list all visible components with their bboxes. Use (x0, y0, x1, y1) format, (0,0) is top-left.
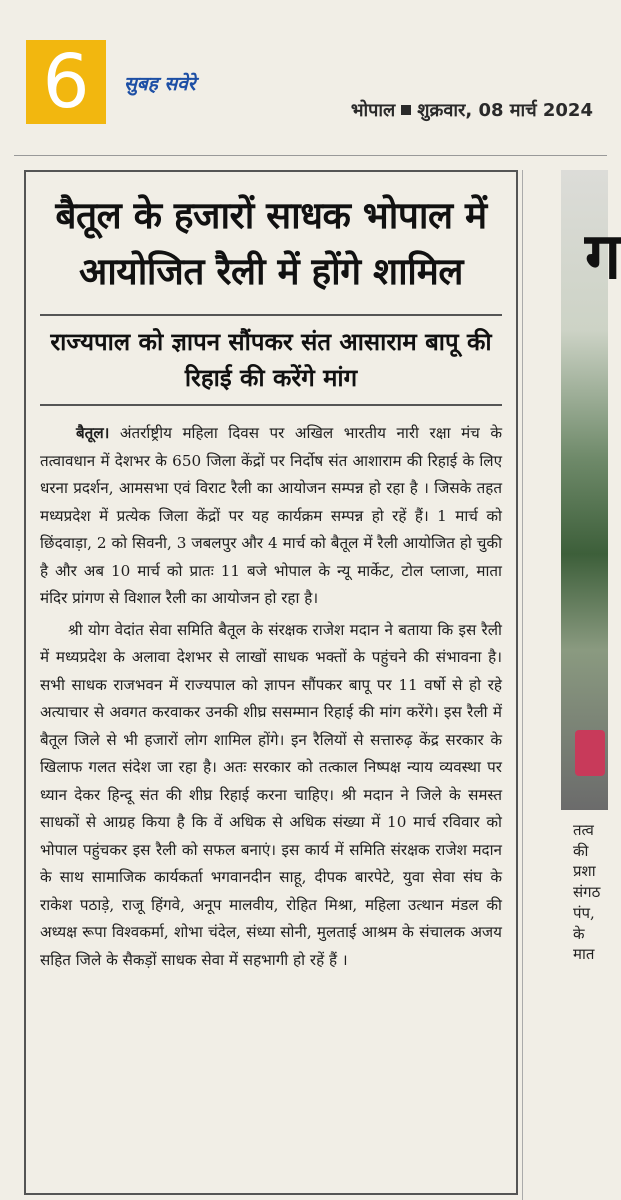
article-paragraph: श्री योग वेदांत सेवा समिति बैतूल के संरक्षक राजेश मदान ने बताया कि इस रैली में मध्यप्रदेश के अलावा देशभर से लाखों साधक भक्तों के पहुंचने की संभावना है। सभी साधक राजभवन में राज्यपाल को ज्ञापन सौंपकर बापू पर 11 वर्षो से हो रहे अत्याचार से अवगत करवाकर उनकी शीघ्र ससम्मान रिहाई की मांग करेंगे। इस रैली में बैतूल जिले से भी हजारों लोग शामिल होंगे। इन रैलियों से सत्तारुढ़ केंद्र सरकार के खिलाफ गलत संदेश जा रहा है। अतः सरकार को तत्काल निष्पक्ष न्याय व्यवस्था पर ध्यान देकर हिन्दू संत की शीघ्र रिहाई करना चाहिए। श्री मदान ने जिले के समस्त साधकों से आग्रह किया है कि वें अधिक से अधिक संख्या में 10 मार्च रविवार को भोपाल पहुंचकर इस रैली को सफल बनाएं। इस कार्य में समिति संरक्षक राजेश मदान के साथ सामाजिक कार्यकर्ता भगवानदीन साहू, दीपक बारपेटे, युवा सेवा संघ के राकेश पठाड़े, राजू हिंगवे, अनूप मालवीय, रोहित मिश्रा, महिला उत्थान मंडल की अध्यक्ष रूपा विश्वकर्मा, शोभा चंदेल, संध्या सोनी, मुलताई आश्रम के संचालक अजय सहित जिले के सैकड़ों साधक सेवा में सहभागी हो रहें हैं । (40, 620, 502, 969)
masthead-rule (14, 155, 607, 156)
adjacent-text-line: के (573, 924, 585, 943)
masthead (0, 0, 607, 150)
adjacent-text-line: तत्व (573, 821, 594, 839)
adjacent-text-line: मात (573, 945, 595, 964)
adjacent-text-line: पंप, (573, 903, 595, 922)
adjacent-text-line: संगठ (573, 883, 601, 902)
article-subhead: राज्यपाल को ज्ञापन सौंपकर संत आसाराम बापू की रिहाई की करेंगे मांग (40, 314, 502, 406)
article-box (24, 170, 518, 1195)
adjacent-article (522, 170, 621, 1200)
article-dateline: बैतूल। (76, 424, 110, 442)
photo-detail (575, 730, 605, 776)
article-paragraph (40, 420, 502, 613)
adjacent-headline: ग (585, 220, 621, 294)
city-name: भोपाल (350, 100, 396, 121)
article-body (40, 420, 502, 974)
issue-date: शुक्रवार, 08 मार्च 2024 (417, 100, 593, 121)
article-headline: बैतूल के हजारों साधक भोपाल में आयोजित रैली में होंगे शामिल (55, 194, 487, 293)
article-paragraph-1-text: अंतर्राष्ट्रीय महिला दिवस पर अखिल भारतीय नारी रक्षा मंच के तत्वावधान में देशभर के 650 जिला केंद्रों पर निर्दोष संत आशाराम की रिहाई के लिए धरना प्रदर्शन, आमसभा एवं विराट रैली का आयोजन सम्पन्न हो रहा है । जिसके तहत मध्यप्रदेश में प्रत्येक जिला केंद्रों पर यह कार्यक्रम सम्पन्न हो रहें हैं। 1 मार्च को छिंदवाड़ा, 2 को सिवनी, 3 जबलपुर और 4 मार्च को बैतूल में रैली आयोजित हो चुकी है और अब 10 मार्च को प्रातः 11 बजे भोपाल के न्यू मार्केट, टोल प्लाजा, माता मंदिर प्रांगण से विशाल रैली का आयोजन हो रहा है। (40, 424, 502, 607)
adjacent-text-line: की (573, 841, 589, 860)
square-bullet-icon (401, 105, 411, 115)
adjacent-text-line: प्रशा (573, 862, 596, 881)
dateline (351, 98, 593, 122)
page-number: 6 (26, 40, 106, 124)
adjacent-text (573, 820, 613, 965)
newspaper-name: सुबह सवेरे (124, 73, 196, 95)
